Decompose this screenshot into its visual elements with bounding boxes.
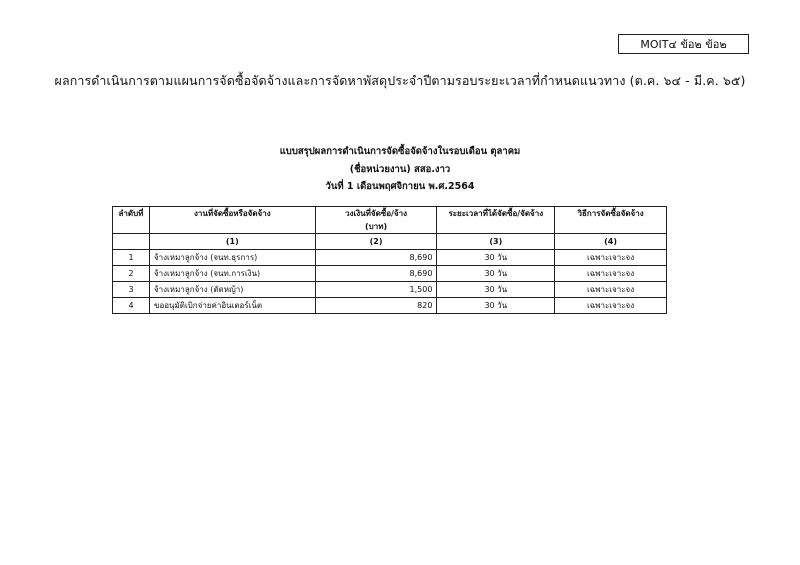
page-heading: ผลการดำเนินการตามแผนการจัดซื้อจัดจ้างและการจัดหาพัสดุประจำปีตามรอบระยะเวลาที่กำหนดแนวทาง (ต.ค. ๖๔ - มี.ค. ๖๕) <box>54 73 746 88</box>
table-row <box>113 282 667 298</box>
row-method: เฉพาะเจาะจง <box>555 298 667 314</box>
row-period: 30 วัน <box>437 298 555 314</box>
form-agency: (ชื่อหน่วยงาน) สสอ.งาว <box>349 164 451 175</box>
row-method: เฉพาะเจาะจง <box>555 282 667 298</box>
row-item: ขออนุมัติเบิกจ่ายค่าอินเตอร์เน็ต <box>149 298 315 314</box>
col-number-4: (4) <box>555 234 667 250</box>
row-budget: 1,500 <box>315 282 437 298</box>
row-item: จ้างเหมาลูกจ้าง (ตัดหญ้า) <box>149 282 315 298</box>
row-no: 4 <box>113 298 150 314</box>
col-number-blank <box>113 234 150 250</box>
row-period: 30 วัน <box>437 250 555 266</box>
header-period: ระยะเวลาที่ได้จัดซื้อ/จัดจ้าง <box>437 207 555 234</box>
form-date: วันที่ 1 เดือนพฤศจิกายน พ.ศ.2564 <box>325 181 475 192</box>
table-row <box>113 266 667 282</box>
row-no: 2 <box>113 266 150 282</box>
col-number-2: (2) <box>315 234 437 250</box>
row-method: เฉพาะเจาะจง <box>555 266 667 282</box>
column-number-row <box>113 234 667 250</box>
col-number-3: (3) <box>437 234 555 250</box>
row-item: จ้างเหมาลูกจ้าง (จนท.ธุรการ) <box>149 250 315 266</box>
form-title: แบบสรุปผลการดำเนินการจัดซื้อจัดจ้างในรอบเดือน ตุลาคม <box>279 146 521 157</box>
row-no: 3 <box>113 282 150 298</box>
procurement-summary-table <box>112 206 667 314</box>
row-period: 30 วัน <box>437 266 555 282</box>
table-header-row <box>113 207 667 234</box>
document-tag: MOIT๔ ข้อ๒ ข้อ๒ <box>618 34 749 54</box>
row-budget: 820 <box>315 298 437 314</box>
header-method: วิธีการจัดซื้อจัดจ้าง <box>555 207 667 234</box>
table-row <box>113 298 667 314</box>
col-number-1: (1) <box>149 234 315 250</box>
table-row <box>113 250 667 266</box>
header-no: ลำดับที่ <box>113 207 150 234</box>
row-budget: 8,690 <box>315 266 437 282</box>
row-period: 30 วัน <box>437 282 555 298</box>
row-item: จ้างเหมาลูกจ้าง (จนท.การเงิน) <box>149 266 315 282</box>
header-budget: วงเงินที่จัดซื้อ/จ้าง (บาท) <box>315 207 437 234</box>
row-no: 1 <box>113 250 150 266</box>
header-item: งานที่จัดซื้อหรือจัดจ้าง <box>149 207 315 234</box>
row-method: เฉพาะเจาะจง <box>555 250 667 266</box>
row-budget: 8,690 <box>315 250 437 266</box>
